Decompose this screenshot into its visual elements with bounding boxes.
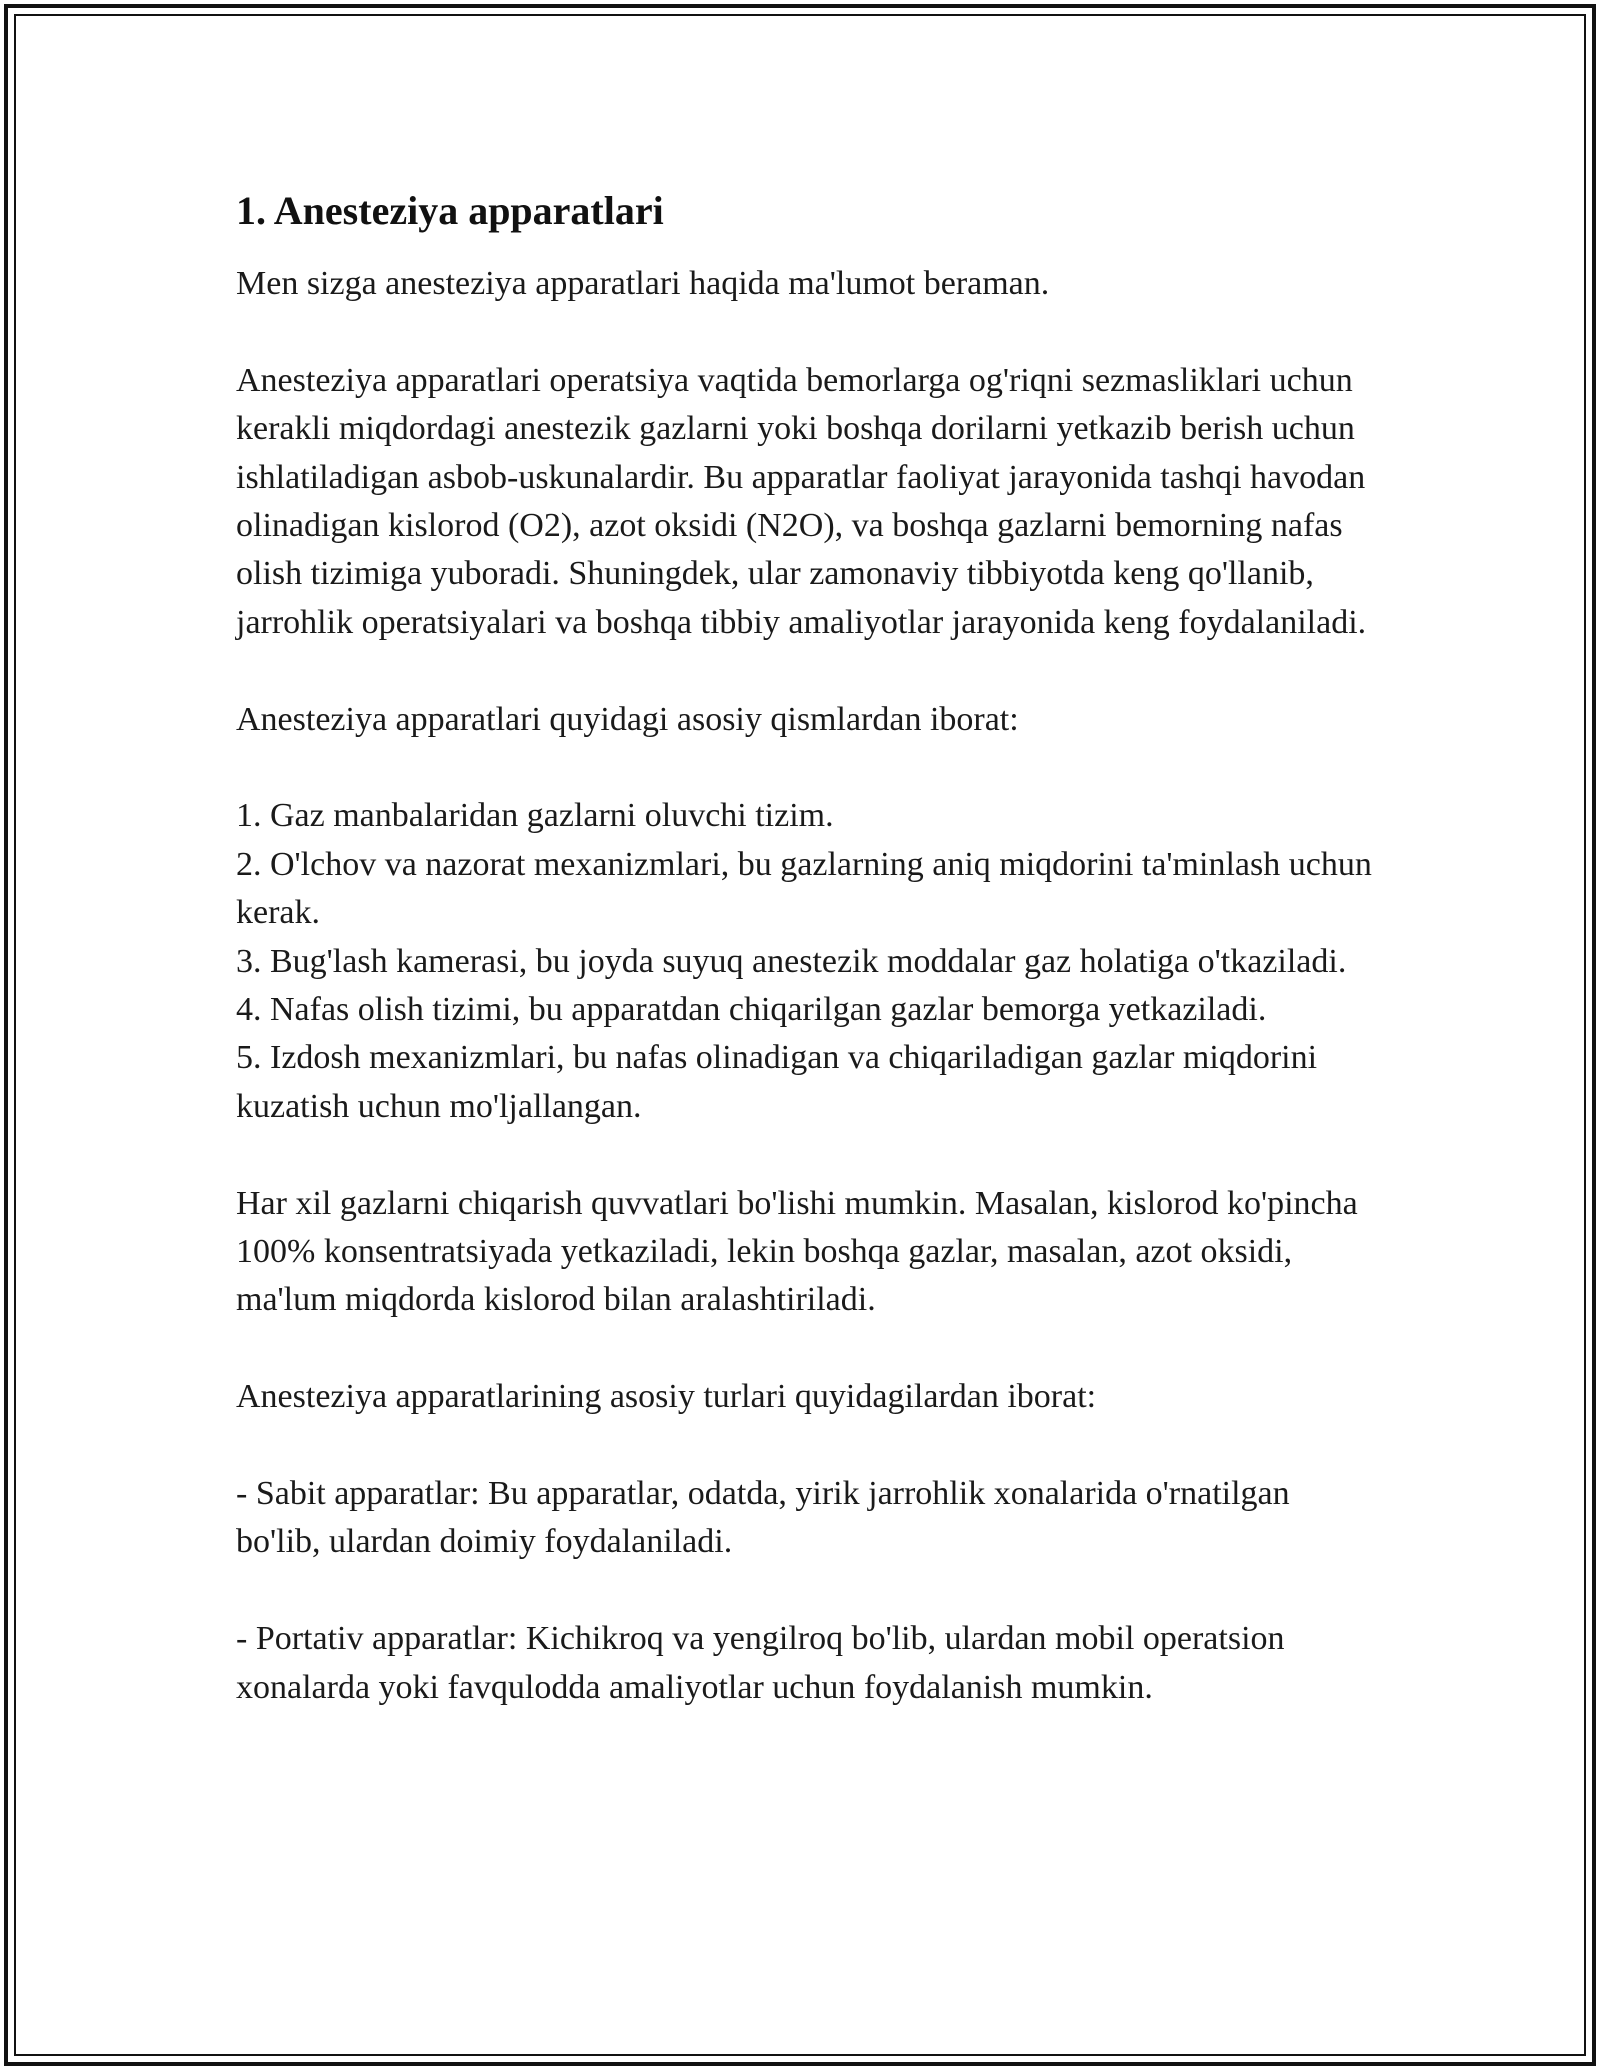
intro-paragraph: Men sizga anesteziya apparatlari haqida ma'lumot beraman.: [236, 265, 1050, 302]
document-body: [236, 186, 1376, 1712]
list-item: 5. Izdosh mexanizmlari, bu nafas olinadigan va chiqariladigan gazlar miqdorini kuzatish uchun mo'ljallangan.: [236, 1039, 1318, 1125]
type-portable-item: - Portativ apparatlar: Kichikroq va yengilroq bo'lib, ulardan mobil operatsion xonalarda yoki favqulodda amaliyotlar uchun foydalanish mumkin.: [236, 1620, 1294, 1706]
list-item: 3. Bug'lash kamerasi, bu joyda suyuq anestezik moddalar gaz holatiga o'tkaziladi.: [236, 942, 1347, 980]
list-item: 2. O'lchov va nazorat mexanizmlari, bu gazlarning aniq miqdorini ta'minlash uchun kerak.: [236, 845, 1372, 932]
description-paragraph: Anesteziya apparatlari operatsiya vaqtida bemorlarga og'riqni sezmasliklari uchun kerakli miqdordagi anestezik gazlarni yoki boshqa dorilarni yetkazib berish uchun ishlatiladigan asbob-uskunalardir. Bu apparatlar faoliyat jarayonida tashqi havodan olinadigan kislorod (O2), azot oksidi (N2O), va boshqa gazlarni bemorning nafas olish tizimiga yuboradi. Shuningdek, ular zamonaviy tibbiyotda keng qo'llanib, jarrohlik operatsiyalari va boshqa tibbiy amaliyotlar jarayonida keng foydalaniladi.: [236, 361, 1374, 641]
parts-list: [236, 792, 1376, 1131]
list-item: 4. Nafas olish tizimi, bu apparatdan chiqarilgan gazlar bemorga yetkaziladi.: [236, 991, 1267, 1029]
list-item: 1. Gaz manbalaridan gazlarni oluvchi tizim.: [236, 797, 834, 835]
document-title: 1. Anesteziya apparatlari: [236, 188, 664, 233]
type-stationary-item: - Sabit apparatlar: Bu apparatlar, odatda, yirik jarrohlik xonalarida o'rnatilgan bo'lib, ulardan doimiy foydalaniladi.: [236, 1475, 1299, 1561]
parts-intro: Anesteziya apparatlari quyidagi asosiy qismlardan iborat:: [236, 700, 1019, 738]
types-intro: Anesteziya apparatlarining asosiy turlari quyidagilardan iborat:: [236, 1378, 1097, 1416]
gas-output-paragraph: Har xil gazlarni chiqarish quvvatlari bo'lishi mumkin. Masalan, kislorod ko'pincha 100% konsentratsiyada yetkaziladi, lekin boshqa gazlar, masalan, azot oksidi, ma'lum miqdorda kislorod bilan aralashtiriladi.: [236, 1184, 1367, 1319]
